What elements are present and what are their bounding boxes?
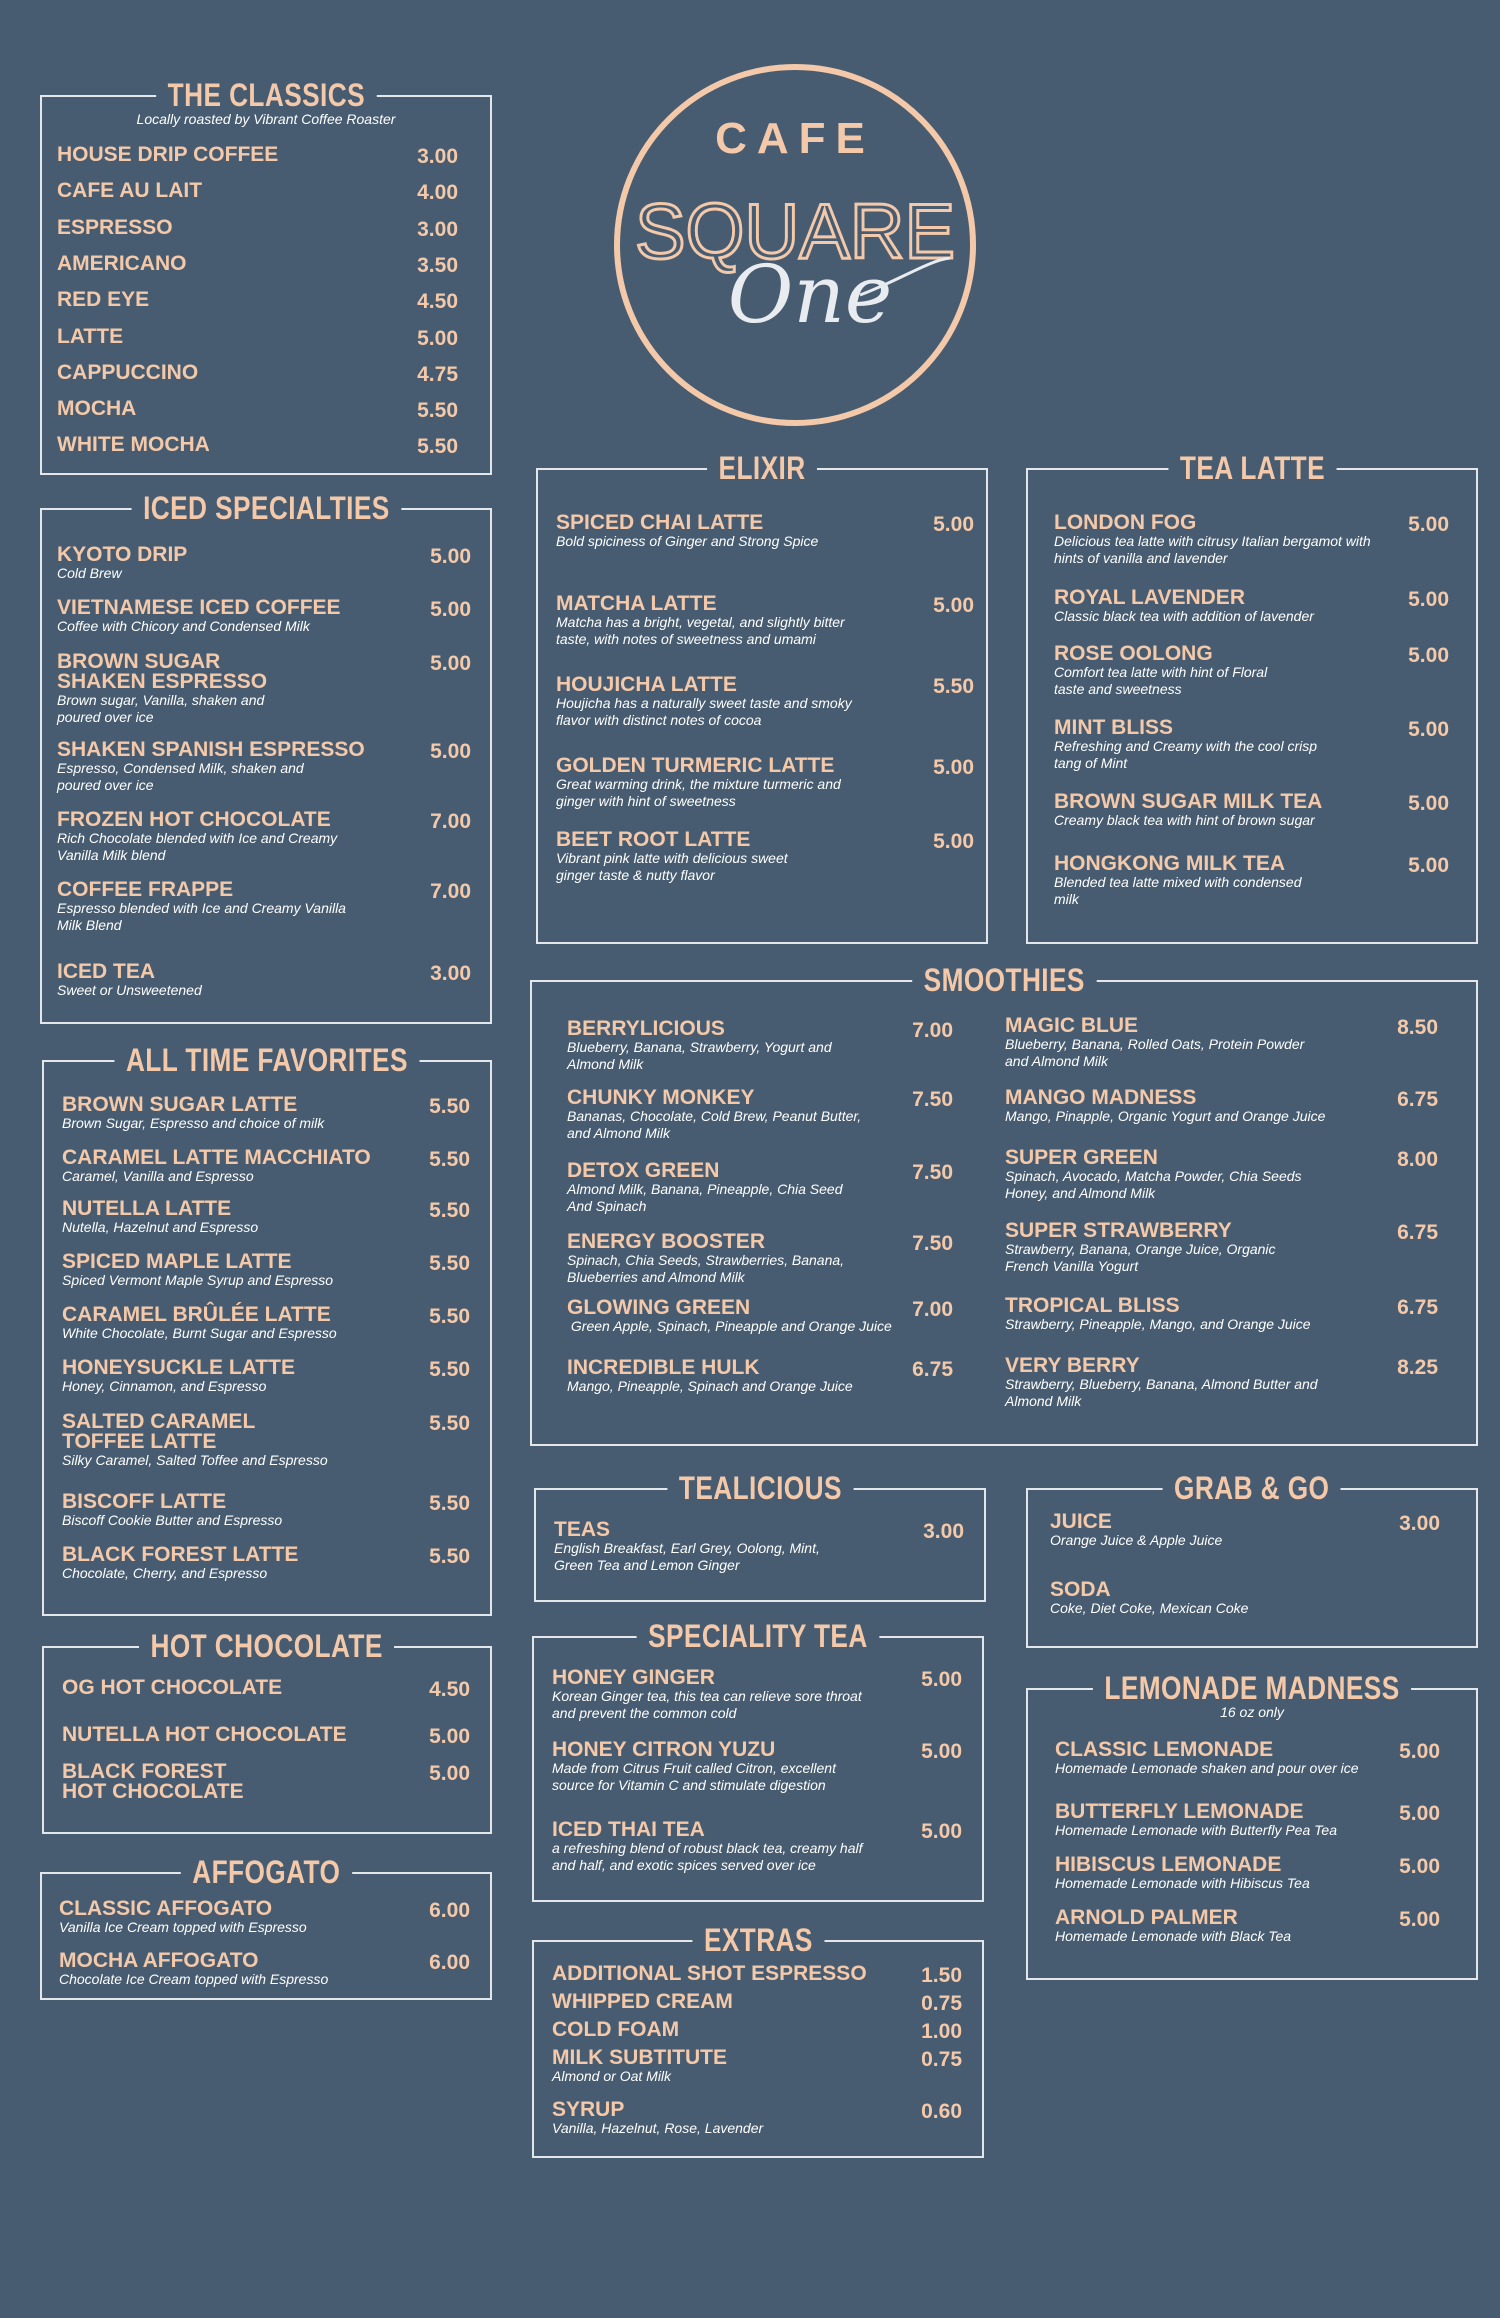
menu-item-description: Almond Milk, Banana, Pineapple, Chia Seed And Spinach — [567, 1181, 843, 1214]
menu-item-name: ICED TEA — [57, 960, 156, 983]
section-lemonade-madness — [1026, 1670, 1478, 1980]
section-title: TEA LATTE — [1168, 448, 1336, 488]
menu-item-vietnamese-iced-coffee — [57, 598, 341, 635]
menu-item-price: 6.75 — [1397, 1296, 1438, 1319]
section-extras — [532, 1922, 984, 2158]
menu-item-name: HONEY CITRON YUZU — [552, 1738, 776, 1761]
menu-item-name: DETOX GREEN — [567, 1159, 720, 1182]
menu-item-incredible-hulk — [567, 1358, 853, 1395]
menu-item-name: BROWN SUGAR SHAKEN ESPRESSO — [57, 650, 268, 693]
menu-item-iced-thai-tea — [552, 1820, 863, 1874]
menu-item-brown-sugar-shaken-espresso — [57, 652, 267, 726]
menu-item-price: 3.00 — [1399, 1512, 1440, 1535]
menu-item-description: Almond or Oat Milk — [552, 2068, 672, 2084]
menu-item-name: NUTELLA HOT CHOCOLATE — [62, 1723, 347, 1746]
section-title: ALL TIME FAVORITES — [115, 1040, 420, 1080]
menu-item-price: 6.75 — [912, 1358, 953, 1381]
menu-item-price: 5.00 — [1408, 644, 1449, 667]
menu-item-name: FROZEN HOT CHOCOLATE — [57, 808, 331, 831]
menu-item-price: 0.75 — [921, 1992, 962, 2015]
menu-item-super-strawberry — [1005, 1221, 1276, 1275]
menu-item-price: 6.00 — [429, 1899, 470, 1922]
menu-item-chunky-monkey — [567, 1088, 861, 1142]
menu-item-description: a refreshing blend of robust black tea, creamy half and half, and exotic spices served over ice — [552, 1840, 863, 1873]
menu-item-price: 1.00 — [921, 2020, 962, 2043]
menu-item-description: Honey, Cinnamon, and Espresso — [62, 1378, 267, 1394]
menu-item-spiced-chai-latte — [556, 513, 818, 550]
menu-item-price: 5.00 — [417, 326, 458, 350]
menu-item-nutella-hot-chocolate — [62, 1725, 347, 1745]
menu-item-salted-caramel-toffee-latte — [62, 1412, 328, 1469]
menu-item-description: Coke, Diet Coke, Mexican Coke — [1050, 1600, 1249, 1616]
menu-item-description: Chocolate Ice Cream topped with Espresso — [59, 1971, 329, 1987]
menu-item-soda — [1050, 1580, 1248, 1617]
menu-item-description: Biscoff Cookie Butter and Espresso — [62, 1512, 283, 1528]
menu-item-description: Great warming drink, the mixture turmeric and ginger with hint of sweetness — [556, 776, 841, 809]
menu-item-description: White Chocolate, Burnt Sugar and Espresso — [62, 1325, 337, 1341]
menu-item-name: ROSE OOLONG — [1054, 642, 1213, 665]
menu-item-name: LATTE — [57, 324, 124, 348]
menu-item-name: JUICE — [1050, 1510, 1112, 1533]
menu-item-name: NUTELLA LATTE — [62, 1197, 232, 1220]
menu-item-hibiscus-lemonade — [1055, 1855, 1310, 1892]
menu-item-name: LONDON FOG — [1054, 511, 1197, 534]
menu-item-description: Strawberry, Banana, Orange Juice, Organic French Vanilla Yogurt — [1005, 1241, 1276, 1274]
menu-item-name: BLACK FOREST HOT CHOCOLATE — [62, 1760, 244, 1803]
menu-item-name: SUPER GREEN — [1005, 1146, 1158, 1169]
menu-item-black-forest-hot-chocolate — [62, 1762, 244, 1802]
menu-item-arnold-palmer — [1055, 1908, 1291, 1945]
menu-item-whipped-cream — [552, 1992, 733, 2012]
menu-item-price: 5.00 — [933, 513, 974, 536]
menu-item-white-mocha — [57, 435, 210, 455]
menu-item-frozen-hot-chocolate — [57, 810, 337, 864]
menu-item-description: Coffee with Chicory and Condensed Milk — [57, 618, 310, 634]
menu-item-price: 5.00 — [1399, 1855, 1440, 1878]
menu-item-name: GLOWING GREEN — [567, 1296, 751, 1319]
menu-item-name: TEAS — [554, 1518, 611, 1541]
menu-item-espresso — [57, 215, 173, 239]
menu-item-name: ROYAL LAVENDER — [1054, 586, 1245, 609]
menu-item-price: 5.50 — [429, 1199, 470, 1222]
menu-item-description: Strawberry, Blueberry, Banana, Almond Butter and Almond Milk — [1005, 1376, 1318, 1409]
menu-item-description: English Breakfast, Earl Grey, Oolong, Mint, Green Tea and Lemon Ginger — [554, 1540, 820, 1573]
menu-item-price: 5.50 — [417, 435, 458, 459]
menu-item-mocha-affogato — [59, 1951, 328, 1988]
menu-item-iced-tea — [57, 962, 202, 999]
menu-item-price: 7.50 — [912, 1088, 953, 1111]
menu-item-name: HONGKONG MILK TEA — [1054, 852, 1285, 875]
section-title: TEALICIOUS — [667, 1468, 853, 1508]
menu-item-price: 3.00 — [923, 1520, 964, 1543]
menu-item-name: MOCHA — [57, 397, 137, 421]
menu-item-description: Sweet or Unsweetened — [57, 982, 202, 998]
menu-item-price: 5.00 — [1399, 1802, 1440, 1825]
menu-item-beet-root-latte — [556, 830, 788, 884]
menu-item-name: AMERICANO — [57, 251, 187, 275]
menu-item-name: RED EYE — [57, 288, 150, 312]
menu-item-price: 0.60 — [921, 2100, 962, 2123]
menu-item-price: 5.50 — [429, 1095, 470, 1118]
menu-item-mango-madness — [1005, 1088, 1325, 1125]
menu-item-price: 5.00 — [1408, 588, 1449, 611]
section-title: SMOOTHIES — [912, 960, 1096, 1000]
menu-item-honeysuckle-latte — [62, 1358, 295, 1395]
menu-item-name: SPICED MAPLE LATTE — [62, 1250, 292, 1273]
section-tea-latte — [1026, 450, 1478, 944]
menu-item-price: 5.50 — [429, 1545, 470, 1568]
logo-emblem — [610, 60, 980, 430]
menu-item-description: Rich Chocolate blended with Ice and Creamy Vanilla Milk blend — [57, 830, 338, 863]
menu-item-price: 5.00 — [921, 1740, 962, 1763]
menu-item-name: MILK SUBTITUTE — [552, 2046, 727, 2069]
menu-item-price: 4.50 — [429, 1678, 470, 1701]
menu-item-price: 5.00 — [933, 756, 974, 779]
menu-item-energy-booster — [567, 1232, 844, 1286]
menu-item-description: Brown sugar, Vanilla, shaken and poured over ice — [57, 692, 265, 725]
menu-item-price: 8.00 — [1397, 1148, 1438, 1171]
menu-item-description: Bananas, Chocolate, Cold Brew, Peanut Butter, and Almond Milk — [567, 1108, 862, 1141]
section-title: SPECIALITY TEA — [637, 1616, 880, 1656]
menu-item-description: Spinach, Avocado, Matcha Powder, Chia Seeds Honey, and Almond Milk — [1005, 1168, 1302, 1201]
section-smoothies — [530, 962, 1478, 1446]
section-tealicious — [534, 1470, 986, 1602]
menu-item-price: 5.50 — [933, 675, 974, 698]
menu-item-name: BROWN SUGAR LATTE — [62, 1093, 298, 1116]
menu-item-name: ADDITIONAL SHOT ESPRESSO — [552, 1962, 867, 1985]
menu-item-golden-turmeric-latte — [556, 756, 841, 810]
menu-item-juice — [1050, 1512, 1222, 1549]
menu-item-price: 5.50 — [429, 1252, 470, 1275]
menu-item-name: SODA — [1050, 1578, 1111, 1601]
menu-item-name: HOUSE DRIP COFFEE — [57, 143, 279, 166]
menu-item-price: 5.00 — [430, 740, 471, 763]
logo-one-text: One — [727, 248, 893, 341]
menu-item-name: SPICED CHAI LATTE — [556, 511, 764, 534]
section-title: ELIXIR — [707, 448, 817, 488]
menu-item-description: Vanilla, Hazelnut, Rose, Lavender — [552, 2120, 764, 2136]
menu-item-og-hot-chocolate — [62, 1678, 282, 1698]
menu-item-price: 5.00 — [921, 1668, 962, 1691]
menu-item-price: 7.00 — [912, 1298, 953, 1321]
menu-item-description: Classic black tea with addition of lavender — [1054, 608, 1314, 624]
menu-item-teas — [554, 1520, 820, 1574]
menu-item-description: Homemade Lemonade with Hibiscus Tea — [1055, 1875, 1310, 1891]
menu-item-nutella-latte — [62, 1199, 258, 1236]
menu-item-description: Orange Juice & Apple Juice — [1050, 1532, 1223, 1548]
menu-item-name: CLASSIC LEMONADE — [1055, 1738, 1274, 1761]
menu-item-price: 5.00 — [933, 594, 974, 617]
menu-item-glowing-green — [567, 1298, 892, 1335]
menu-item-name: COLD FOAM — [552, 2018, 680, 2041]
menu-item-name: WHITE MOCHA — [57, 433, 210, 457]
menu-item-milk-subtitute — [552, 2048, 727, 2085]
menu-item-price: 7.00 — [430, 880, 471, 903]
menu-item-price: 5.50 — [429, 1305, 470, 1328]
section-grab-and-go — [1026, 1470, 1478, 1648]
menu-item-house-drip-coffee — [57, 145, 278, 165]
menu-item-name: KYOTO DRIP — [57, 543, 188, 566]
menu-item-price: 3.00 — [430, 962, 471, 985]
menu-item-name: HONEY GINGER — [552, 1666, 715, 1689]
section-affogato — [40, 1854, 492, 2000]
menu-item-name: MOCHA AFFOGATO — [59, 1949, 259, 1972]
menu-item-description: Caramel, Vanilla and Espresso — [62, 1168, 254, 1184]
menu-item-name: BLACK FOREST LATTE — [62, 1543, 299, 1566]
section-iced-specialties — [40, 490, 492, 1024]
menu-item-very-berry — [1005, 1356, 1318, 1410]
menu-item-description: Blended tea latte mixed with condensed milk — [1054, 874, 1302, 907]
section-hot-chocolate — [42, 1628, 492, 1834]
menu-item-price: 3.00 — [417, 217, 458, 241]
menu-item-price: 5.50 — [429, 1492, 470, 1515]
menu-item-name: ICED THAI TEA — [552, 1818, 705, 1841]
menu-item-kyoto-drip — [57, 545, 187, 582]
menu-item-london-fog — [1054, 513, 1371, 567]
menu-item-rose-oolong — [1054, 644, 1267, 698]
menu-item-berrylicious — [567, 1019, 832, 1073]
menu-item-latte — [57, 324, 124, 348]
menu-item-description: Blueberry, Banana, Strawberry, Yogurt and Almond Milk — [567, 1039, 832, 1072]
menu-item-price: 6.75 — [1397, 1221, 1438, 1244]
menu-item-description: Comfort tea latte with hint of Floral taste and sweetness — [1054, 664, 1268, 697]
section-elixir — [536, 450, 988, 944]
menu-item-magic-blue — [1005, 1016, 1304, 1070]
menu-item-tropical-bliss — [1005, 1296, 1311, 1333]
menu-item-name: VERY BERRY — [1005, 1354, 1140, 1377]
menu-item-syrup — [552, 2100, 763, 2137]
menu-item-name: HONEYSUCKLE LATTE — [62, 1356, 295, 1379]
menu-item-description: Spinach, Chia Seeds, Strawberries, Banana, Blueberries and Almond Milk — [567, 1252, 845, 1285]
menu-item-name: WHIPPED CREAM — [552, 1990, 733, 2013]
section-title: AFFOGATO — [180, 1852, 351, 1892]
menu-item-classic-affogato — [59, 1899, 307, 1936]
menu-item-cafe-au-lait — [57, 181, 202, 201]
menu-item-description: Mango, Pinapple, Organic Yogurt and Orange Juice — [1005, 1108, 1326, 1124]
menu-item-price: 5.50 — [417, 399, 458, 423]
menu-item-classic-lemonade — [1055, 1740, 1359, 1777]
menu-item-description: Creamy black tea with hint of brown sugar — [1054, 812, 1315, 828]
menu-item-price: 3.00 — [417, 145, 458, 168]
menu-item-description: Vanilla Ice Cream topped with Espresso — [59, 1919, 307, 1935]
menu-item-description: Strawberry, Pineapple, Mango, and Orange Juice — [1005, 1316, 1311, 1332]
menu-item-name: HIBISCUS LEMONADE — [1055, 1853, 1282, 1876]
menu-item-hongkong-milk-tea — [1054, 854, 1302, 908]
menu-item-name: CHUNKY MONKEY — [567, 1086, 755, 1109]
menu-item-name: SYRUP — [552, 2098, 625, 2121]
menu-item-caramel-br-l-e-latte — [62, 1305, 337, 1342]
menu-item-brown-sugar-latte — [62, 1095, 324, 1132]
menu-item-price: 4.00 — [417, 181, 458, 205]
menu-item-price: 7.50 — [912, 1161, 953, 1184]
menu-item-cold-foam — [552, 2020, 679, 2040]
menu-item-name: CARAMEL BRÛLÉE LATTE — [62, 1303, 331, 1326]
menu-item-description: Nutella, Hazelnut and Espresso — [62, 1219, 259, 1235]
menu-item-price: 3.50 — [417, 253, 458, 277]
menu-item-description: Brown Sugar, Espresso and choice of milk — [62, 1115, 325, 1131]
menu-item-name: SUPER STRAWBERRY — [1005, 1219, 1232, 1242]
section-title: LEMONADE MADNESS — [1093, 1668, 1411, 1708]
menu-item-description: Homemade Lemonade with Black Tea — [1055, 1928, 1292, 1944]
section-title: GRAB & GO — [1163, 1468, 1341, 1508]
menu-item-name: MATCHA LATTE — [556, 592, 717, 615]
menu-item-description: Vibrant pink latte with delicious sweet ginger taste & nutty flavor — [556, 850, 788, 883]
section-all-time-favorites — [42, 1042, 492, 1616]
menu-item-description: Espresso blended with Ice and Creamy Vanilla Milk Blend — [57, 900, 346, 933]
menu-item-mocha — [57, 399, 136, 419]
menu-item-price: 5.50 — [429, 1148, 470, 1171]
menu-item-price: 5.00 — [921, 1820, 962, 1843]
menu-item-cappuccino — [57, 360, 199, 384]
menu-item-price: 4.50 — [417, 290, 458, 314]
menu-item-name: SALTED CARAMEL TOFFEE LATTE — [62, 1410, 256, 1453]
menu-item-price: 6.75 — [1397, 1088, 1438, 1111]
menu-item-price: 5.00 — [1408, 513, 1449, 536]
menu-item-spiced-maple-latte — [62, 1252, 333, 1289]
menu-item-price: 8.25 — [1397, 1356, 1438, 1379]
section-title: HOT CHOCOLATE — [139, 1626, 394, 1666]
menu-item-description: Green Apple, Spinach, Pineapple and Orange Juice — [567, 1318, 892, 1334]
menu-item-name: ARNOLD PALMER — [1055, 1906, 1238, 1929]
menu-item-description: Cold Brew — [57, 565, 122, 581]
section-speciality-tea — [532, 1618, 984, 1902]
menu-item-description: Houjicha has a naturally sweet taste and smoky flavor with distinct notes of cocoa — [556, 695, 852, 728]
menu-item-royal-lavender — [1054, 588, 1314, 625]
menu-item-description: Homemade Lemonade shaken and pour over ice — [1055, 1760, 1359, 1776]
menu-item-description: Matcha has a bright, vegetal, and slightly bitter taste, with notes of sweetness and umami — [556, 614, 845, 647]
menu-item-description: Homemade Lemonade with Butterfly Pea Tea — [1055, 1822, 1337, 1838]
menu-item-description: Mango, Pineapple, Spinach and Orange Juice — [567, 1378, 853, 1394]
menu-item-price: 5.00 — [1399, 1740, 1440, 1763]
logo-square-text: SQUARE — [635, 187, 955, 275]
cafe-logo — [610, 60, 980, 430]
section-title: EXTRAS — [692, 1920, 824, 1960]
menu-item-detox-green — [567, 1161, 843, 1215]
menu-item-price: 5.00 — [430, 652, 471, 675]
menu-item-honey-ginger — [552, 1668, 862, 1722]
menu-item-description: Chocolate, Cherry, and Espresso — [62, 1565, 268, 1581]
menu-item-price: 4.75 — [417, 362, 458, 386]
menu-item-name: OG HOT CHOCOLATE — [62, 1676, 283, 1699]
menu-item-description: Blueberry, Banana, Rolled Oats, Protein Powder and Almond Milk — [1005, 1036, 1305, 1069]
menu-item-name: GOLDEN TURMERIC LATTE — [556, 754, 835, 777]
menu-item-price: 5.00 — [933, 830, 974, 853]
menu-item-additional-shot-espresso — [552, 1964, 867, 1984]
menu-item-price: 5.00 — [429, 1762, 470, 1785]
menu-item-name: CAFE AU LAIT — [57, 179, 203, 203]
logo-cafe-text: CAFE — [715, 114, 875, 163]
menu-item-description: Refreshing and Creamy with the cool crisp tang of Mint — [1054, 738, 1318, 771]
menu-item-caramel-latte-macchiato — [62, 1148, 371, 1185]
menu-item-price: 5.00 — [430, 598, 471, 621]
menu-item-shaken-spanish-espresso — [57, 740, 365, 794]
menu-item-mint-bliss — [1054, 718, 1317, 772]
menu-item-name: SHAKEN SPANISH ESPRESSO — [57, 738, 365, 761]
menu-item-red-eye — [57, 290, 149, 310]
menu-item-biscoff-latte — [62, 1492, 282, 1529]
menu-item-name: MAGIC BLUE — [1005, 1014, 1138, 1037]
menu-item-price: 5.00 — [429, 1725, 470, 1748]
section-classics — [40, 77, 492, 475]
menu-item-super-green — [1005, 1148, 1302, 1202]
menu-item-name: MANGO MADNESS — [1005, 1086, 1197, 1109]
menu-item-name: CARAMEL LATTE MACCHIATO — [62, 1146, 371, 1169]
section-title: ICED SPECIALTIES — [131, 488, 401, 528]
menu-item-price: 8.50 — [1397, 1016, 1438, 1039]
menu-item-name: BERRYLICIOUS — [567, 1017, 725, 1040]
menu-item-name: INCREDIBLE HULK — [567, 1356, 760, 1379]
menu-item-name: BROWN SUGAR MILK TEA — [1054, 790, 1323, 813]
menu-item-price: 5.50 — [429, 1412, 470, 1435]
menu-item-name: HOUJICHA LATTE — [556, 673, 737, 696]
menu-item-name: CLASSIC AFFOGATO — [59, 1897, 273, 1920]
menu-item-brown-sugar-milk-tea — [1054, 792, 1322, 829]
menu-item-description: Made from Citrus Fruit called Citron, excellent source for Vitamin C and stimulate digestion — [552, 1760, 836, 1793]
menu-item-name: COFFEE FRAPPE — [57, 878, 234, 901]
menu-item-price: 5.00 — [1399, 1908, 1440, 1931]
menu-item-price: 5.00 — [430, 545, 471, 568]
section-subtitle: Locally roasted by Vibrant Coffee Roaster — [136, 111, 396, 127]
menu-item-butterfly-lemonade — [1055, 1802, 1337, 1839]
menu-item-name: ENERGY BOOSTER — [567, 1230, 765, 1253]
menu-item-price: 7.00 — [912, 1019, 953, 1042]
menu-item-price: 7.50 — [912, 1232, 953, 1255]
menu-item-name: ESPRESSO — [57, 215, 173, 239]
menu-item-coffee-frappe — [57, 880, 346, 934]
menu-item-description: Silky Caramel, Salted Toffee and Espresso — [62, 1452, 328, 1468]
menu-item-houjicha-latte — [556, 675, 852, 729]
menu-item-name: TROPICAL BLISS — [1005, 1294, 1180, 1317]
menu-item-description: Bold spiciness of Ginger and Strong Spice — [556, 533, 819, 549]
menu-item-name: MINT BLISS — [1054, 716, 1173, 739]
menu-item-price: 5.50 — [429, 1358, 470, 1381]
menu-item-price: 5.00 — [1408, 718, 1449, 741]
menu-item-price: 5.00 — [1408, 792, 1449, 815]
menu-item-name: BISCOFF LATTE — [62, 1490, 227, 1513]
menu-item-description: Korean Ginger tea, this tea can relieve sore throat and prevent the common cold — [552, 1688, 862, 1721]
menu-item-price: 6.00 — [429, 1951, 470, 1974]
menu-item-description: Delicious tea latte with citrusy Italian bergamot with hints of vanilla and lavender — [1054, 533, 1371, 566]
section-title: THE CLASSICS — [156, 75, 376, 115]
menu-item-price: 5.00 — [1408, 854, 1449, 877]
menu-item-name: VIETNAMESE ICED COFFEE — [57, 596, 341, 619]
menu-item-price: 0.75 — [921, 2048, 962, 2071]
menu-item-description: Espresso, Condensed Milk, shaken and poured over ice — [57, 760, 304, 793]
menu-item-matcha-latte — [556, 594, 845, 648]
menu-item-honey-citron-yuzu — [552, 1740, 836, 1794]
menu-item-americano — [57, 251, 187, 275]
menu-item-price: 7.00 — [430, 810, 471, 833]
menu-item-name: CAPPUCCINO — [57, 360, 199, 384]
menu-item-black-forest-latte — [62, 1545, 298, 1582]
menu-item-name: BEET ROOT LATTE — [556, 828, 751, 851]
menu-item-price: 1.50 — [921, 1964, 962, 1987]
menu-item-description: Spiced Vermont Maple Syrup and Espresso — [62, 1272, 334, 1288]
menu-item-name: BUTTERFLY LEMONADE — [1055, 1800, 1304, 1823]
section-subtitle: 16 oz only — [1220, 1704, 1284, 1720]
